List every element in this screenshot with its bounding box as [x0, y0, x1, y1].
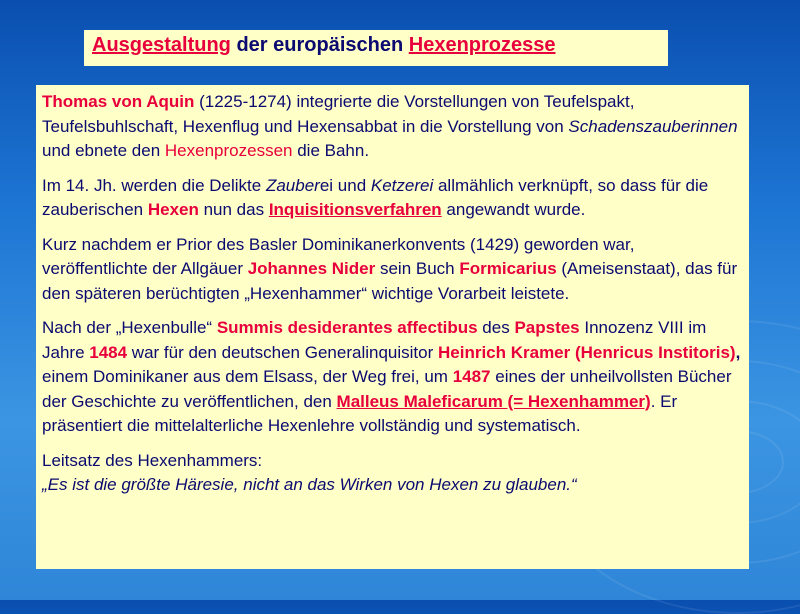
text: allmählich verknüpft, so dass für die zauberischen: [42, 175, 709, 219]
name-johannes-nider: Johannes Nider: [247, 259, 376, 278]
slide-title: [84, 30, 668, 66]
text: ei und: [319, 175, 371, 195]
term-hexenprozessen: Hexenprozessen: [164, 141, 293, 160]
text: nun das: [198, 200, 269, 219]
content-box: [36, 85, 749, 569]
paragraph-14-jh: [42, 174, 743, 223]
term-formicarius: Formicarius: [459, 259, 557, 278]
title-middle: der europäischen: [230, 34, 409, 56]
year-1487: 1487: [452, 367, 491, 386]
text: Im 14. Jh. werden die Delikte: [42, 175, 266, 195]
paragraph-aquin: [42, 90, 743, 164]
text: Kurz nachdem er Prior des Basler Dominikanerkonvents (1429) geworden war, veröffentlichte der Allgäuer: [42, 234, 635, 278]
text: Innozenz VIII im Jahre: [42, 318, 707, 362]
text: Nach der „Hexenbulle“: [42, 318, 217, 337]
term-summis-desiderantes: Summis desiderantes affectibus: [216, 318, 478, 337]
term-hexen: Hexen: [147, 200, 199, 219]
paragraph-nider: [42, 233, 743, 307]
text: und ebnete den: [42, 141, 165, 160]
text: . Er präsentiert die mittelalterliche Hexenlehre vollständig und systematisch.: [42, 391, 678, 435]
text: (1225-1274) integrierte die Vorstellungen von Teufelspakt, Teufelsbuhlschaft, Hexenflug und Hexensabbat in die Vorstellung von: [42, 92, 635, 136]
text: des: [477, 318, 515, 337]
text: die Bahn.: [292, 141, 370, 160]
year-1484: 1484: [89, 342, 128, 362]
text: angewandt wurde.: [441, 200, 586, 219]
leitsatz-quote: „Es ist die größte Häresie, nicht an das Wirken von Hexen zu glauben.“: [42, 475, 577, 494]
leitsatz-label: Leitsatz des Hexenhammers:: [42, 450, 263, 470]
title-word-ausgestaltung: Ausgestaltung: [92, 34, 231, 56]
paragraph-hexenbulle: [42, 316, 743, 439]
text: einem Dominikaner aus dem Elsass, der Weg frei, um: [42, 367, 453, 386]
paragraph-leitsatz: [42, 449, 743, 498]
term-papstes: Papstes: [514, 318, 580, 337]
text: war für den deutschen Generalinquisitor: [127, 342, 438, 362]
link-inquisitionsverfahren[interactable]: Inquisitionsverfahren: [268, 200, 442, 219]
text: eines der unheilvollsten Bücher der Geschichte zu veröffentlichen, den: [42, 367, 732, 411]
text: ,: [735, 342, 741, 362]
text: sein Buch: [375, 259, 460, 278]
text-italic: Zauber: [265, 175, 320, 195]
text: (Ameisenstaat), das für den späteren berüchtigten „Hexenhammer“ wichtige Vorarbeit leistete.: [42, 259, 738, 303]
text-italic: Schadenszauberinnen: [568, 116, 738, 136]
link-malleus-maleficarum[interactable]: Malleus Maleficarum (= Hexenhammer): [336, 391, 651, 411]
text-italic: Ketzerei: [370, 175, 434, 195]
title-word-hexenprozesse: Hexenprozesse: [408, 34, 556, 56]
name-thomas-von-aquin: Thomas von Aquin: [42, 92, 195, 111]
name-heinrich-kramer: Heinrich Kramer (Henricus Institoris): [437, 342, 736, 362]
